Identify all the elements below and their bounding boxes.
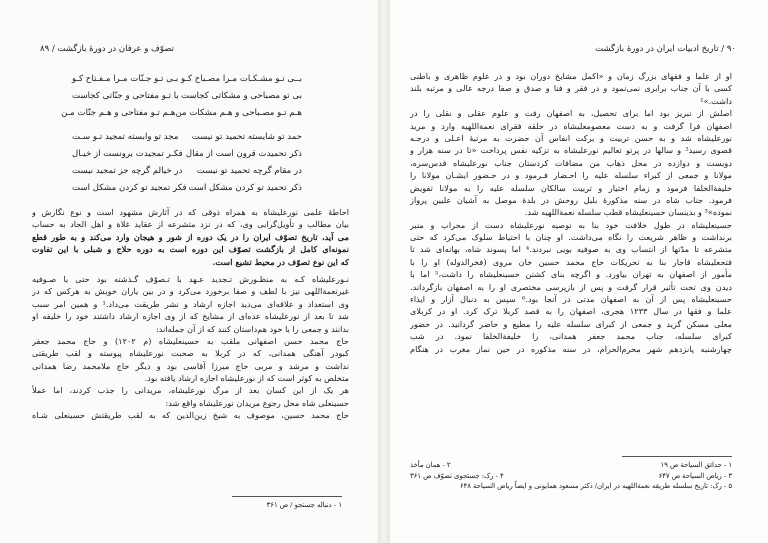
hemistich-second: در خیالم گرچه جز تمجید نیست <box>72 166 183 176</box>
hemistich-first: هـم تـو مصـباحی و هـم مشکات من <box>175 108 302 118</box>
body-line: خلیفة‌الخلفا فرمود و زمام اختیار و تربیت سالکان سلسله علیه را به مولانا تفویض <box>410 182 732 193</box>
body-line: حاج محمد حسن اصفهانی ملقب به حسینعلیشاه (م ۱۲۰۲) و حاج محمد جعفر <box>32 335 349 346</box>
body-line: دویست و دوازده در محل ذهاب من مضافات کردستان جناب نورعلیشاه قدس‌سره، <box>410 157 732 168</box>
body-line: بیان مطالب و تأویل‌گرایی وی، که در نزد متشرعه از عقاید غلاة و اهل الحاد به حساب <box>32 219 349 230</box>
body-line: اصلش از تبریز بود اما برای تحصیل، به اصفهان رفت و علوم عقلی و نقلی را در <box>410 108 732 119</box>
body-line: فتحعلیشاه قاجار بنا به تحریکات حاج محمد حسین خان مروی (فخرالدوله) او را با <box>410 256 732 267</box>
footnote: ۱ - حدائق السیاحة ص ۱۹ <box>660 461 732 469</box>
hemistich-second: فکـر تمجیدت برونست از خیـال <box>72 149 183 159</box>
hemistich-first: بی تو مصباحی و مشکاتی کجاست <box>180 91 302 101</box>
body-line: شد تا بعد از نورعلیشاه عده‌ای از مشایخ که از وی اجازه ارشاد داشتند خود را خلیفه او <box>32 311 349 322</box>
body-line: متخلص به کوثر است که از نورعلیشاه اجازه ارشاد یافته بود. <box>144 373 349 384</box>
footnote-row <box>410 481 732 492</box>
body-line: او از علما و فقهای بزرگ زمان و «اکمل مشایخ دوران بود و در علوم ظاهری و باطنی <box>410 71 732 81</box>
body-line: حسینعلیشاه در طول خلافت خود بنا به توصیه نورعلیشاه دست از محراب و منبر <box>410 219 732 230</box>
right-page-body <box>410 70 732 355</box>
body-line: نمونه‌ای کامل از بازگشت تصوّف این دوره است به دوره حلاج و شبلی با این تفاوت <box>32 244 349 255</box>
left-page-body <box>32 206 349 422</box>
body-line: وی استعداد و علاقه‌ای می‌دید اجازه ارشاد و نشر طریقت می‌داد.¹ و همین امر سبب <box>32 298 349 309</box>
poem-verse <box>72 129 302 146</box>
poem-verse <box>61 105 302 122</box>
body-line: معلی مسکن گزید و جمعی از کبرای سلسله علیه را مطیع و حاضر گردانید. در حضور <box>410 318 732 329</box>
hemistich-second: فکر تمجید تو کردن مشکل است <box>72 183 187 193</box>
hemistich-first: در مقام گرچه تحمید تو نیست <box>196 166 302 176</box>
body-line: مولانا و جمعی از کبراء سلسله علیه را احـضار فـرمود و در حـضور ایشـان مولانا را <box>410 170 732 181</box>
right-page <box>390 0 768 543</box>
body-line: کبرای سلسله، جناب محمد جعفر همدانی، را خلیفة‌الخلفا نمود. در شب <box>410 331 732 342</box>
hemistich-first: بــی تـو مشـکـات مـرا مصـباح کـو <box>181 74 302 84</box>
poem-verse <box>72 146 302 163</box>
body-line: نـورعلیشاه کـه به منظـورش تـجدید عـهد با تـصوّف گـذشته بود حتی با صـوفیه <box>32 273 349 284</box>
body-line: دیدن وی تحت تأثیر قرار گرفت و پس از بازپرسی مختصری او را به اصفهان بازگرداند. <box>410 281 732 292</box>
footnote: ۱ - دنباله جستجو / ص ۳۶۱ <box>266 501 342 509</box>
body-line: اصفهان فرا گرفت و به دست معصومعلیشاه در حلقه فقرای نعمة‌اللهیه وارد و مرید <box>410 120 732 131</box>
body-line: متشرعه تا مدّتها از انتساب وی به صوفیه بویی نبردند.⁴ اما پسوند شاه، بهانه‌ای شد تا <box>410 244 732 255</box>
poem-verse <box>72 163 302 180</box>
body-line: مأمور از اصفهان به تهران بیاورد. و اگرچه بنای کشتن حسینعلیشاه را داشت،⁵ اما با <box>410 269 732 280</box>
body-line: نموده»³ و بدینسان حسینعلیشاه قطب سلسله نعمة‌اللهیه شد. <box>524 207 732 218</box>
body-line: هر یک از این کسان بعد از مرگ نورعلیشاه، مریدانی را جذب کردند، اما عملاً <box>32 385 349 396</box>
left-page-footnotes <box>267 500 342 511</box>
footnote: ۳ - ریاض السیاحة ص ۶۴۷ <box>658 471 732 480</box>
body-line: حاج محمد حسین، موصوف به شیخ زین‌الدین که به لقب طریقتش حسینعلی شـاه <box>32 410 349 421</box>
body-line: چهارشنبه پانزدهم شهر محرم‌الحرام، در سنه مذکوره در حین نماز مغرب در هنگام <box>410 343 732 354</box>
body-line: حسینعلی شاه محل رجوع مریدان نورعلیشاه واقع شد: <box>165 397 349 408</box>
body-line: نداشت و مرشد و مربی حاج میرزا آقاسی بود و دیگر حاج ملامحمد رضا همدانی <box>32 360 349 371</box>
left-page-header: تصوّف و عرفان در دورهٔ بازگشت / ۸۹ <box>40 44 174 54</box>
footnote-divider <box>232 496 342 497</box>
hemistich-second: مجد تو وابسته تمجید تـو سـت <box>72 132 179 142</box>
book-gutter <box>378 0 390 543</box>
poem-stanza-2 <box>72 129 302 197</box>
footnote-divider <box>622 456 732 457</box>
body-line: علما و فقها در سال ۱۲۳۳ هجری، اصفهان را به قصد کربلا ترک کرد. او در کربلای <box>410 306 732 317</box>
hemistich-first: ذکر تحمید تو کردن مشکل است <box>188 183 302 193</box>
poem-verse <box>72 88 302 105</box>
left-page <box>0 0 378 543</box>
hemistich-second: با تـو مفتاحی و جنّاتی کجاست <box>72 91 179 101</box>
hemistich-second: بـی تـو جـنّات مـرا مـفـتاح کـو <box>72 74 179 84</box>
footnote-row <box>410 460 732 471</box>
body-line: کبودر آهنگی همدانی، که در کربلا به صحبت نورعلیشاه پیوسته و لقب طریقتی <box>32 348 349 359</box>
body-line: احاطهٔ علمی نورعلیشاه به همراه ذوقی که در آثارش مشهود است و نوع نگارش و <box>32 207 349 217</box>
body-line: می آید، تاریخ تصوّف ایران را در یک دوره از شور و هیجان وارد می‌کند و به طور قطع <box>32 231 349 242</box>
body-line: نورعلیشاه شد و به حسن تربیت و برکت انفاس آن حضرت به مرتبهٔ اعـلی و درجـه <box>410 132 732 143</box>
footnote: ۵ - رک: تاریخ سلسله طریقه نعمة‌اللهیه در ایران/ دکتر مسعود همایونی و ایضاً ریاض السیاحة ۶۴۸ <box>459 482 732 490</box>
hemistich-second: هـم تـو مفتاحی و هـم جنّات مـن <box>61 108 176 118</box>
body-line: فرمود. جناب شاه در سنه مذکورهٔ بلبل روحش در بلدهٔ موصل به آشیان علیین پرواز <box>410 194 732 205</box>
footnote-row <box>410 471 732 482</box>
hemistich-first: ذکر تحمیدت قرون است از مقال <box>185 149 302 159</box>
body-line: داشت.»¹ <box>700 95 732 106</box>
right-page-header: ۹۰ / تاریخ ادبیات ایران در دورهٔ بازگشت <box>595 44 736 54</box>
body-line: قصوی رسید² و سالها در پرتو تعالیم نورعلیشاه به تزکیه نفس پرداخت «تا در سنه هزار و <box>410 145 732 156</box>
footnote: ۲ - همان مأخذ <box>410 461 451 469</box>
poem-verse <box>72 71 302 88</box>
poem-verse <box>72 180 302 197</box>
right-page-footnotes <box>410 460 732 492</box>
body-line: حسینعلیشاه پس از آن به اصفهان مدتی در آنجا بود.⁶ سپس به دنبال آزار و ایذاء <box>410 294 732 305</box>
hemistich-first: حمد تو شایسته تحمید تو نیست <box>191 132 302 142</box>
footnote: ۴ - رک: جستجوی تصوّف ص ۳۶۱ <box>410 471 504 480</box>
poem-stanza-1 <box>61 71 302 122</box>
body-line: کسی با آن جناب برابری نمی‌نمود و در فقر و فنا و صدق و صفا درجه عالی و مرتبه بلند <box>410 83 732 94</box>
body-line: بدانند و جمعی را با خود هم‌داستان کنند که از آن جمله‌اند: <box>156 323 349 334</box>
body-line: که این نوع تصوّف در محیط تشیع است. <box>212 256 349 267</box>
body-line: برنداشت و ظاهر شریعت را نگاه می‌داشت. او چنان با احتیاط سلوک می‌کرد که حتی <box>410 232 732 243</box>
body-line: غیرنعمة‌اللهی نیز با لطف و صفا برخورد می‌کرد و در بین یاران خویش به هرکس که در <box>32 286 349 297</box>
